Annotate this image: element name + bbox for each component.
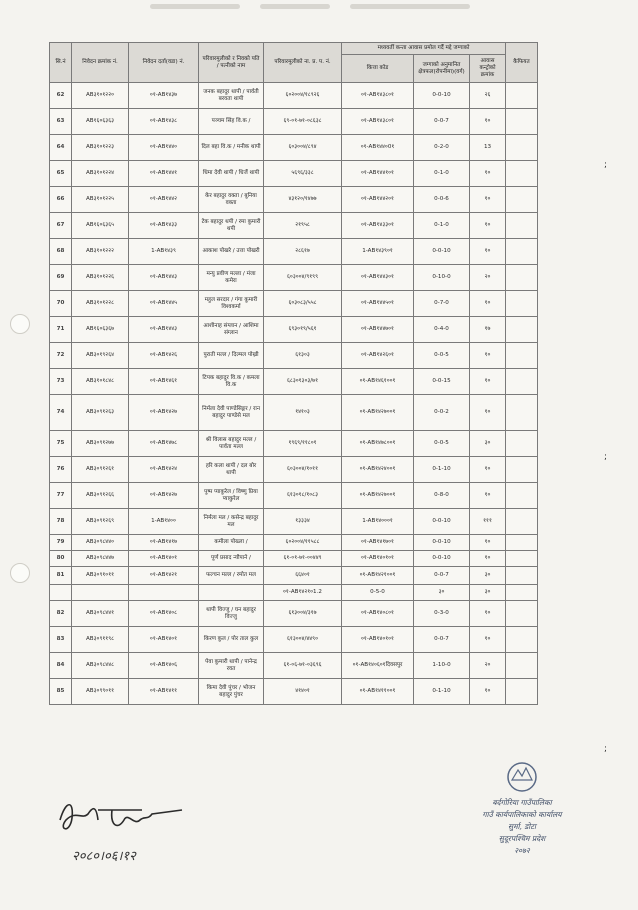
cell-priority: ३० <box>470 585 506 601</box>
cell-citizenship: ६९-०१-७१-०८६३८ <box>264 109 342 135</box>
cell-sn: 67 <box>50 213 72 239</box>
table-row <box>50 291 538 317</box>
header-area: जग्गाको अनुमानित क्षेत्रफल(रोपनीमा)(वर्ग) <box>414 55 470 83</box>
cell-land-code: ०१-AB१४२७००१ <box>342 483 414 509</box>
cell-remarks <box>506 161 538 187</box>
cell-citizenship: ५६९६/३३८ <box>264 161 342 187</box>
table-row <box>50 551 538 567</box>
cell-land-code: ०१-AB१४०८०१ <box>342 601 414 627</box>
table-row <box>50 585 538 601</box>
table-row <box>50 535 538 551</box>
cell-application-no: AB३०९१२६६ <box>72 483 129 509</box>
table-row <box>50 627 538 653</box>
cell-sn: 83 <box>50 627 72 653</box>
cell-sn: 84 <box>50 653 72 679</box>
table-row <box>50 679 538 705</box>
cell-name: धिमा देवी थापी / धिर्जे थापी <box>199 161 264 187</box>
cell-application-no: AB३०९१२७७ <box>72 431 129 457</box>
cell-land-code: ०१-AB१४३८०१ <box>342 109 414 135</box>
top-faded-heading <box>150 0 480 14</box>
cell-land-code: 1-AB१४०००१ <box>342 509 414 535</box>
header-land-group: मध्यवर्ती कन्ता आवास प्रमोल गर्दै मद्दे जग्गाको <box>342 43 506 55</box>
cell-remarks <box>506 265 538 291</box>
table-row <box>50 601 538 627</box>
cell-citizenship: २८६१७ <box>264 239 342 265</box>
cell-registration-no: ०१-AB१४०१ <box>129 627 199 653</box>
margin-mark: ; <box>604 744 608 754</box>
cell-registration-no <box>129 585 199 601</box>
cell-area: 0-0-10 <box>414 239 470 265</box>
cell-priority: १० <box>470 187 506 213</box>
table-row <box>50 187 538 213</box>
signature-date: २०८०।०६।१२ <box>72 849 136 864</box>
cell-area: 0-0-7 <box>414 627 470 653</box>
cell-citizenship: ०१-AB१४२१०1.2 <box>264 585 342 601</box>
cell-registration-no: ०१-AB१४०८ <box>129 601 199 627</box>
cell-citizenship: १३३३४ <box>264 509 342 535</box>
cell-sn: 85 <box>50 679 72 705</box>
cell-citizenship: ६१३००४/४४९० <box>264 627 342 653</box>
cell-priority: १० <box>470 679 506 705</box>
cell-citizenship: ६०३००४/८९४ <box>264 135 342 161</box>
cell-sn: 79 <box>50 535 72 551</box>
cell-name: पेवा कुमारी थापी / पानेन्द्र रवत <box>199 653 264 679</box>
cell-land-code: ०१-AB१४७८००१ <box>342 431 414 457</box>
cell-priority: १० <box>470 395 506 431</box>
seal-line-5: २०७२ <box>514 846 530 855</box>
header-sn: सि.नं <box>50 43 72 83</box>
cell-registration-no: 1-AB१४३९ <box>129 239 199 265</box>
cell-area: 0-0-2 <box>414 395 470 431</box>
cell-application-no: AB३१०१२२३ <box>72 135 129 161</box>
cell-priority: ३० <box>470 431 506 457</box>
cell-sn: 70 <box>50 291 72 317</box>
cell-name: महुल सरदार / गंगा कुमारी विश्वकर्मा <box>199 291 264 317</box>
cell-registration-no: ०१-AB१४२४ <box>129 457 199 483</box>
table-row <box>50 653 538 679</box>
cell-remarks <box>506 239 538 265</box>
cell-citizenship: १४१०३ <box>264 395 342 431</box>
cell-application-no: AB३१०१२२२ <box>72 239 129 265</box>
cell-sn: 71 <box>50 317 72 343</box>
cell-remarks <box>506 431 538 457</box>
cell-land-code: ०१-AB१४४७०१ <box>342 317 414 343</box>
cell-land-code: ०१-AB१४४१०१ <box>342 161 414 187</box>
cell-citizenship: १९६९/११८०१ <box>264 431 342 457</box>
cell-name: निर्मला देवी पाण्डेसिङ्गर / रान बहादुर पाण्डेसे मल <box>199 395 264 431</box>
cell-land-code: 1-AB१४३९०१ <box>342 239 414 265</box>
cell-area: 0-0-10 <box>414 551 470 567</box>
cell-sn: 74 <box>50 395 72 431</box>
header-citizenship: परिवारमुलीको ना. प्र. प. नं. <box>264 43 342 83</box>
table-row <box>50 343 538 369</box>
cell-priority: १११ <box>470 509 506 535</box>
cell-priority: १७ <box>470 317 506 343</box>
cell-land-code: ०१-AB१४४२०१ <box>342 187 414 213</box>
cell-area: 0-0-5 <box>414 343 470 369</box>
cell-application-no: AB३०९१२६९ <box>72 509 129 535</box>
cell-sn: 80 <box>50 551 72 567</box>
cell-application-no: AB३०९८४४१ <box>72 601 129 627</box>
cell-priority: १० <box>470 109 506 135</box>
cell-registration-no: ०१-AB१४३३ <box>129 213 199 239</box>
cell-registration-no: ०१-AB१४४१ <box>129 161 199 187</box>
seal-line-3: सुर्मा, डोटा <box>508 822 536 831</box>
seal-line-2: गाउँ कार्यपालिकाको कार्यालय <box>482 810 562 819</box>
cell-citizenship: ६०२००४/१८९२६ <box>264 83 342 109</box>
cell-remarks <box>506 187 538 213</box>
cell-priority: १० <box>470 457 506 483</box>
cell-sn: 68 <box>50 239 72 265</box>
header-priority: आवास कन्ट्रोको क्रमांक <box>470 55 506 83</box>
header-land-code: कित्ता कोड <box>342 55 414 83</box>
cell-remarks <box>506 213 538 239</box>
cell-application-no: AB३०९१२६१ <box>72 457 129 483</box>
cell-priority: १० <box>470 601 506 627</box>
cell-registration-no: ०१-AB१४३७ <box>129 83 199 109</box>
cell-application-no: AB१६०६३६७ <box>72 317 129 343</box>
cell-registration-no: ०१-AB१४४२ <box>129 187 199 213</box>
cell-registration-no: ०१-AB१४४३ <box>129 265 199 291</box>
punch-hole-upper <box>10 314 30 334</box>
cell-sn: 78 <box>50 509 72 535</box>
table-row <box>50 457 538 483</box>
cell-area: 0-3-0 <box>414 601 470 627</box>
cell-application-no: AB३१०१२२६ <box>72 265 129 291</box>
cell-area: 0-0-6 <box>414 187 470 213</box>
cell-citizenship: ६०२००४/११५८८ <box>264 535 342 551</box>
cell-priority: १० <box>470 483 506 509</box>
cell-priority: १० <box>470 213 506 239</box>
cell-land-code: ०१-AB१४३८०१ <box>342 83 414 109</box>
cell-application-no: AB३०९८४४७ <box>72 551 129 567</box>
cell-application-no: AB३०९१०११ <box>72 567 129 585</box>
cell-registration-no: ०१-AB१४४० <box>129 135 199 161</box>
cell-area: 0-0-5 <box>414 431 470 457</box>
cell-registration-no: ०१-AB१४७८ <box>129 431 199 457</box>
cell-name: फल्चन मल्ल / रमोत मल <box>199 567 264 585</box>
cell-priority: १० <box>470 161 506 187</box>
cell-name: केर बहादुर वक्ता / बुनिया वक्ता <box>199 187 264 213</box>
header-registration-no: निवेदन दर्ता(वडा) नं. <box>129 43 199 83</box>
cell-sn: 72 <box>50 343 72 369</box>
margin-mark: ; <box>604 160 608 170</box>
cell-remarks <box>506 509 538 535</box>
cell-sn: 73 <box>50 369 72 395</box>
cell-area: 0-0-10 <box>414 83 470 109</box>
cell-name <box>199 585 264 601</box>
cell-remarks <box>506 317 538 343</box>
cell-priority: १० <box>470 627 506 653</box>
cell-remarks <box>506 483 538 509</box>
cell-registration-no: ०१-AB१४१७ <box>129 535 199 551</box>
cell-name: आशीनाह संग्लान / आशिमा संग्लान <box>199 317 264 343</box>
cell-name: जनक बहादुर थापी / पार्वती बरवता थापी <box>199 83 264 109</box>
cell-application-no: AB३१०१२२५ <box>72 187 129 213</box>
cell-name: टिपक बहादुर वि.क / कमला वि.क <box>199 369 264 395</box>
cell-remarks <box>506 551 538 567</box>
cell-remarks <box>506 535 538 551</box>
cell-land-code: ०१-AB१४०१०१ <box>342 627 414 653</box>
cell-area: 0-0-7 <box>414 109 470 135</box>
cell-priority: १० <box>470 551 506 567</box>
cell-registration-no: 1-AB१४०० <box>129 509 199 535</box>
cell-application-no: AB३०९१२६३ <box>72 395 129 431</box>
cell-remarks <box>506 109 538 135</box>
cell-name: थापी विज्जु / घन बहादुर विज्जु <box>199 601 264 627</box>
cell-land-code: ०१-AB१४४५०१ <box>342 291 414 317</box>
table-row <box>50 567 538 585</box>
cell-citizenship: ४३१२०/१४७७ <box>264 187 342 213</box>
table-row <box>50 317 538 343</box>
cell-citizenship: ६९३०१९/५६१ <box>264 317 342 343</box>
cell-area: 0-1-10 <box>414 457 470 483</box>
cell-citizenship: ६०३००४/१०११ <box>264 457 342 483</box>
cell-land-code: 0-5-0 <box>342 585 414 601</box>
cell-registration-no: ०१-AB१४०६ <box>129 653 199 679</box>
cell-name: दिल बहा वि.क / मनीक थापी <box>199 135 264 161</box>
cell-area: 0-0-15 <box>414 369 470 395</box>
cell-registration-no: ०१-AB१४६१ <box>129 369 199 395</box>
cell-application-no: AB३१०१२२४ <box>72 161 129 187</box>
cell-area: 0-0-7 <box>414 567 470 585</box>
cell-name: पुराती मल्ल / दिल्मल पोख्री <box>199 343 264 369</box>
cell-application-no: AB३०९९०११ <box>72 679 129 705</box>
cell-citizenship: ६६४०१ <box>264 567 342 585</box>
cell-application-no: AB३०१९२६४ <box>72 343 129 369</box>
cell-registration-no: ०१-AB१४११ <box>129 679 199 705</box>
cell-land-code: ०१-AB१४४३०१ <box>342 265 414 291</box>
cell-sn: 82 <box>50 601 72 627</box>
cell-application-no <box>72 585 129 601</box>
cell-citizenship: ६१३००४/३१७ <box>264 601 342 627</box>
cell-application-no: AB३१०१८४८ <box>72 369 129 395</box>
cell-sn: 64 <box>50 135 72 161</box>
cell-priority: १० <box>470 291 506 317</box>
cell-name: किमा देवी पुंचर / भोजन बहादुर पुंचर <box>199 679 264 705</box>
cell-remarks <box>506 601 538 627</box>
cell-remarks <box>506 395 538 431</box>
cell-area: 0-10-0 <box>414 265 470 291</box>
cell-land-code: ०१-AB१४२४००१ <box>342 457 414 483</box>
cell-name: निर्मला मल / कसेन्द्र बहादुर मल <box>199 509 264 535</box>
cell-area: 0-4-0 <box>414 317 470 343</box>
beneficiary-table <box>49 42 538 705</box>
cell-application-no: AB३०९८४४० <box>72 535 129 551</box>
cell-application-no: AB३१०१२२८ <box>72 291 129 317</box>
table-row <box>50 483 538 509</box>
cell-remarks <box>506 679 538 705</box>
table-row <box>50 239 538 265</box>
cell-sn: 66 <box>50 187 72 213</box>
cell-sn: 75 <box>50 431 72 457</box>
cell-priority: २६ <box>470 83 506 109</box>
table-row <box>50 395 538 431</box>
cell-citizenship: ४१४०१ <box>264 679 342 705</box>
cell-land-code: ०१-AB१४११००१ <box>342 679 414 705</box>
cell-application-no: AB३१०१२२० <box>72 83 129 109</box>
cell-land-code: ०१-AB१४०१०१ <box>342 551 414 567</box>
cell-name: पूर्ण प्रसाद न्यौपाने / <box>199 551 264 567</box>
cell-name: कमीला पोख्ला / <box>199 535 264 551</box>
seal-line-1: बर्दगोरिया गाउँपालिका <box>492 798 552 807</box>
cell-name: पुष्प प्याकुरेल / विष्णु प्रिया प्याकुरेल <box>199 483 264 509</box>
cell-remarks <box>506 369 538 395</box>
cell-area: 0-1-10 <box>414 679 470 705</box>
cell-sn: 77 <box>50 483 72 509</box>
table-row <box>50 213 538 239</box>
seal-line-4: सुदूरपश्चिम प्रदेश <box>498 834 546 843</box>
cell-priority: १० <box>470 239 506 265</box>
cell-land-code: ०१-AB१४३३०१ <box>342 213 414 239</box>
table-row <box>50 161 538 187</box>
cell-priority: २० <box>470 265 506 291</box>
cell-remarks <box>506 83 538 109</box>
cell-citizenship: ६८३०१३०३/७१ <box>264 369 342 395</box>
cell-priority: १० <box>470 343 506 369</box>
cell-citizenship: ६१३०१८/१०८३ <box>264 483 342 509</box>
cell-sn: 69 <box>50 265 72 291</box>
cell-area: 0-1-0 <box>414 161 470 187</box>
cell-land-code: ०१-AB१४२७००१ <box>342 395 414 431</box>
cell-name: किरण कुल / पोर ताल कुल <box>199 627 264 653</box>
cell-citizenship: ६१३०३ <box>264 343 342 369</box>
cell-registration-no: ०१-AB१४४५ <box>129 291 199 317</box>
cell-remarks <box>506 343 538 369</box>
cell-remarks <box>506 627 538 653</box>
cell-application-no: AB१६०६३६३ <box>72 109 129 135</box>
cell-priority: १० <box>470 535 506 551</box>
cell-registration-no: ०१-AB१४२१ <box>129 567 199 585</box>
header-name: परिवारमुलीको र निवको पति / पत्नीको नाम <box>199 43 264 83</box>
cell-area: 0-8-0 <box>414 483 470 509</box>
cell-application-no: AB३०९८४४८ <box>72 653 129 679</box>
cell-name: आकाश पोखरे / उत्ता पोखरी <box>199 239 264 265</box>
cell-remarks <box>506 457 538 483</box>
cell-registration-no: ०१-AB१४२६ <box>129 343 199 369</box>
cell-remarks <box>506 135 538 161</box>
cell-sn: 65 <box>50 161 72 187</box>
cell-sn: 81 <box>50 567 72 585</box>
cell-land-code: ०१-AB१४१७०१ <box>342 535 414 551</box>
cell-citizenship: ६०३०८३/५५८ <box>264 291 342 317</box>
table-row <box>50 265 538 291</box>
cell-name: श्री विलास बहादुर मल्ल / पार्वता मल्ल <box>199 431 264 457</box>
cell-application-no: AB३०९११९८ <box>72 627 129 653</box>
cell-priority: २० <box>470 653 506 679</box>
cell-land-code: ०१-AB१४०६०१दिवसपुर <box>342 653 414 679</box>
table-row <box>50 83 538 109</box>
handwritten-signature <box>52 790 202 880</box>
header-application-no: निवेदन क्रमांक नं. <box>72 43 129 83</box>
cell-registration-no: ०१-AB१४२७ <box>129 483 199 509</box>
cell-priority: ३० <box>470 567 506 585</box>
cell-land-code: ०१-AB१४२६०१ <box>342 343 414 369</box>
cell-land-code: ०१-AB१४६१००१ <box>342 369 414 395</box>
cell-area: 0-7-0 <box>414 291 470 317</box>
cell-sn: 63 <box>50 109 72 135</box>
cell-priority: 13 <box>470 135 506 161</box>
cell-citizenship: ६०३००४/९१९९ <box>264 265 342 291</box>
cell-name: मन्यु प्रवीण मल्ला / मंजा कमेरा <box>199 265 264 291</box>
cell-citizenship: २१९५८ <box>264 213 342 239</box>
cell-area: 0-0-10 <box>414 535 470 551</box>
cell-sn <box>50 585 72 601</box>
cell-sn: 62 <box>50 83 72 109</box>
cell-area: 0-2-0 <box>414 135 470 161</box>
cell-registration-no: ०१-AB१४३८ <box>129 109 199 135</box>
official-seal <box>462 760 582 890</box>
cell-sn: 76 <box>50 457 72 483</box>
cell-remarks <box>506 585 538 601</box>
cell-land-code: ०१-AB१४४०0१ <box>342 135 414 161</box>
table-row <box>50 431 538 457</box>
table-row <box>50 135 538 161</box>
cell-area: ३० <box>414 585 470 601</box>
cell-remarks <box>506 291 538 317</box>
cell-registration-no: ०१-AB१४२७ <box>129 395 199 431</box>
punch-hole-lower <box>10 563 30 583</box>
cell-citizenship: ६१-०१-७१-००४४९ <box>264 551 342 567</box>
table-row <box>50 369 538 395</box>
cell-registration-no: ०१-AB१४४३ <box>129 317 199 343</box>
cell-area: 0-0-10 <box>414 509 470 535</box>
table-row <box>50 109 538 135</box>
cell-citizenship: ६१-०६-७१-०३६९६ <box>264 653 342 679</box>
margin-mark: ; <box>604 452 608 462</box>
cell-application-no: AB१६०६३६५ <box>72 213 129 239</box>
cell-priority: १० <box>470 369 506 395</box>
table-row <box>50 509 538 535</box>
cell-name: टेक बहादुर थपी / रमा कुमारी थपी <box>199 213 264 239</box>
cell-area: 1-10-0 <box>414 653 470 679</box>
cell-area: 0-1-0 <box>414 213 470 239</box>
cell-name: पञ्चम सिंह वि.क / <box>199 109 264 135</box>
cell-name: हरि कला थापी / दल बोर थापी <box>199 457 264 483</box>
cell-remarks <box>506 653 538 679</box>
cell-registration-no: ०१-AB१४०१ <box>129 551 199 567</box>
cell-land-code: ०१-AB१४२१००१ <box>342 567 414 585</box>
cell-remarks <box>506 567 538 585</box>
header-remarks: कैफियत <box>506 43 538 83</box>
